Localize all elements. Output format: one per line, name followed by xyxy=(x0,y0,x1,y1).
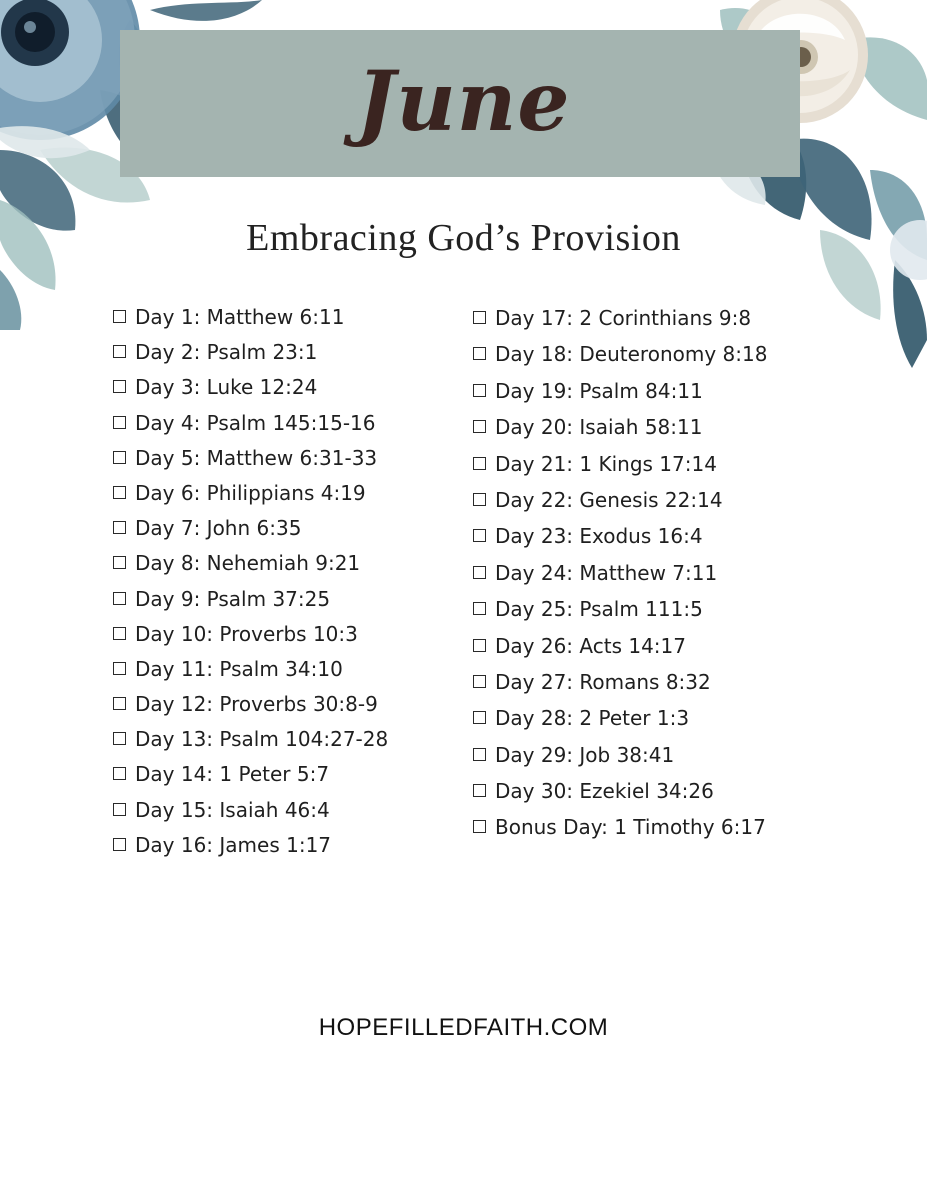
empty-checkbox-icon[interactable] xyxy=(113,451,126,464)
page-subtitle: Embracing God’s Provision xyxy=(246,217,681,259)
list-item[interactable] xyxy=(113,793,463,828)
reading-label: Day 11: Psalm 34:10 xyxy=(135,656,343,681)
reading-label: Day 17: 2 Corinthians 9:8 xyxy=(495,306,752,330)
empty-checkbox-icon[interactable] xyxy=(113,803,126,816)
reading-list-left xyxy=(113,300,463,863)
empty-checkbox-icon[interactable] xyxy=(113,767,126,780)
list-item[interactable] xyxy=(113,476,463,511)
list-item[interactable] xyxy=(473,300,833,336)
empty-checkbox-icon[interactable] xyxy=(473,748,486,761)
list-item[interactable] xyxy=(473,700,833,736)
list-item[interactable] xyxy=(473,336,833,372)
reading-label: Day 27: Romans 8:32 xyxy=(495,669,711,694)
reading-label: Day 5: Matthew 6:31-33 xyxy=(135,445,378,470)
list-item[interactable] xyxy=(113,687,463,722)
list-item[interactable] xyxy=(473,591,833,627)
reading-label: Day 10: Proverbs 10:3 xyxy=(135,621,358,646)
list-item[interactable] xyxy=(473,518,833,554)
empty-checkbox-icon[interactable] xyxy=(113,732,126,745)
empty-checkbox-icon[interactable] xyxy=(113,697,126,710)
list-item[interactable] xyxy=(473,555,833,591)
reading-label: Day 25: Psalm 111:5 xyxy=(495,597,703,622)
empty-checkbox-icon[interactable] xyxy=(113,662,126,675)
reading-label: Day 6: Philippians 4:19 xyxy=(135,480,366,505)
empty-checkbox-icon[interactable] xyxy=(113,380,126,393)
list-item[interactable] xyxy=(473,737,833,773)
list-item[interactable] xyxy=(473,409,833,445)
empty-checkbox-icon[interactable] xyxy=(473,493,486,506)
reading-label: Day 21: 1 Kings 17:14 xyxy=(495,451,717,476)
list-item[interactable] xyxy=(113,617,463,652)
empty-checkbox-icon[interactable] xyxy=(473,820,486,833)
list-item[interactable] xyxy=(113,546,463,581)
list-item[interactable] xyxy=(113,828,463,863)
reading-label: Day 13: Psalm 104:27-28 xyxy=(135,727,389,752)
reading-label: Day 14: 1 Peter 5:7 xyxy=(135,762,330,787)
empty-checkbox-icon[interactable] xyxy=(113,627,126,640)
reading-label: Day 30: Ezekiel 34:26 xyxy=(495,779,714,804)
empty-checkbox-icon[interactable] xyxy=(473,384,486,397)
reading-label: Day 29: Job 38:41 xyxy=(495,742,675,767)
reading-label: Day 8: Nehemiah 9:21 xyxy=(135,551,361,576)
reading-label: Day 28: 2 Peter 1:3 xyxy=(495,706,690,731)
empty-checkbox-icon[interactable] xyxy=(113,310,126,323)
reading-label: Day 9: Psalm 37:25 xyxy=(135,586,331,611)
reading-label: Day 4: Psalm 145:15-16 xyxy=(135,410,376,435)
reading-label: Day 2: Psalm 23:1 xyxy=(135,340,318,365)
reading-label: Day 20: Isaiah 58:11 xyxy=(495,415,703,440)
empty-checkbox-icon[interactable] xyxy=(473,457,486,470)
list-item[interactable] xyxy=(113,335,463,370)
list-item[interactable] xyxy=(113,757,463,792)
empty-checkbox-icon[interactable] xyxy=(113,556,126,569)
reading-label: Day 12: Proverbs 30:8-9 xyxy=(135,692,378,717)
list-item[interactable] xyxy=(113,370,463,405)
page-title: June xyxy=(356,54,571,150)
list-item[interactable] xyxy=(113,300,463,335)
empty-checkbox-icon[interactable] xyxy=(113,592,126,605)
empty-checkbox-icon[interactable] xyxy=(473,420,486,433)
empty-checkbox-icon[interactable] xyxy=(473,566,486,579)
empty-checkbox-icon[interactable] xyxy=(473,639,486,652)
reading-label: Day 15: Isaiah 46:4 xyxy=(135,797,330,822)
empty-checkbox-icon[interactable] xyxy=(113,416,126,429)
reading-label: Day 1: Matthew 6:11 xyxy=(135,305,345,329)
empty-checkbox-icon[interactable] xyxy=(473,602,486,615)
list-item[interactable] xyxy=(473,482,833,518)
list-item[interactable] xyxy=(113,511,463,546)
empty-checkbox-icon[interactable] xyxy=(473,711,486,724)
empty-checkbox-icon[interactable] xyxy=(113,521,126,534)
empty-checkbox-icon[interactable] xyxy=(113,345,126,358)
reading-label: Bonus Day: 1 Timothy 6:17 xyxy=(495,815,766,840)
list-item[interactable] xyxy=(473,809,833,845)
reading-label: Day 18: Deuteronomy 8:18 xyxy=(495,342,768,367)
reading-label: Day 16: James 1:17 xyxy=(135,832,332,857)
reading-list-right xyxy=(473,300,833,846)
empty-checkbox-icon[interactable] xyxy=(473,675,486,688)
reading-label: Day 22: Genesis 22:14 xyxy=(495,487,723,512)
list-item[interactable] xyxy=(113,406,463,441)
list-item[interactable] xyxy=(113,722,463,757)
empty-checkbox-icon[interactable] xyxy=(113,838,126,851)
list-item[interactable] xyxy=(113,652,463,687)
list-item[interactable] xyxy=(113,582,463,617)
website-footer: HOPEFILLEDFAITH.COM xyxy=(318,1014,609,1041)
empty-checkbox-icon[interactable] xyxy=(473,784,486,797)
list-item[interactable] xyxy=(113,441,463,476)
empty-checkbox-icon[interactable] xyxy=(473,311,486,324)
reading-label: Day 26: Acts 14:17 xyxy=(495,633,686,658)
empty-checkbox-icon[interactable] xyxy=(113,486,126,499)
list-item[interactable] xyxy=(473,664,833,700)
empty-checkbox-icon[interactable] xyxy=(473,347,486,360)
empty-checkbox-icon[interactable] xyxy=(473,529,486,542)
list-item[interactable] xyxy=(473,773,833,809)
list-item[interactable] xyxy=(473,446,833,482)
reading-label: Day 3: Luke 12:24 xyxy=(135,375,318,400)
list-item[interactable] xyxy=(473,373,833,409)
reading-label: Day 23: Exodus 16:4 xyxy=(495,524,703,549)
list-item[interactable] xyxy=(473,628,833,664)
reading-label: Day 7: John 6:35 xyxy=(135,516,302,541)
reading-label: Day 24: Matthew 7:11 xyxy=(495,560,718,585)
reading-label: Day 19: Psalm 84:11 xyxy=(495,378,703,403)
